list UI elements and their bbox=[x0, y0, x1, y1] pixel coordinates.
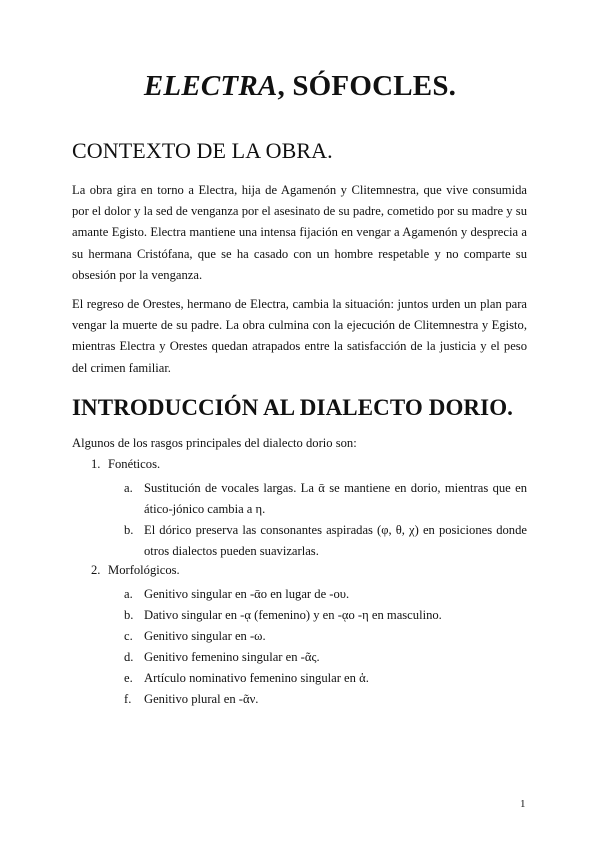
list-item bbox=[124, 626, 527, 647]
list-item bbox=[124, 647, 527, 668]
list-intro: Algunos de los rasgos principales del dialecto dorio son: bbox=[72, 436, 357, 450]
list-letter: b. bbox=[124, 523, 134, 537]
list-letter: a. bbox=[124, 481, 133, 495]
page-number: 1 bbox=[520, 798, 526, 810]
paragraph: La obra gira en torno a Electra, hija de Agamenón y Clitemnestra, que vive consumida por el dolor y la sed de venganza por el asesinato de su padre, cometido por su madre y su amante Egisto. Electra mantiene una intensa fijación en vengar a Agamenón y desprecia a su hermana Cristófana, que se ha casado con un hombre respetable y no comparte su obsesión por la venganza. bbox=[72, 183, 527, 282]
section-heading-context: CONTEXTO DE LA OBRA. bbox=[72, 138, 333, 163]
list-item-text: Genitivo femenino singular en -ᾶς. bbox=[144, 650, 320, 664]
list-group-morphological bbox=[91, 563, 180, 578]
document-title bbox=[0, 70, 600, 103]
list-number: 2. bbox=[91, 563, 101, 577]
list-item bbox=[124, 584, 527, 605]
list-group-label: Morfológicos. bbox=[108, 563, 180, 577]
list-letter: f. bbox=[124, 692, 132, 706]
list-item-text: Dativo singular en -ᾳ (femenino) y en -ᾳο -η en masculino. bbox=[144, 608, 442, 622]
list-item-text: Genitivo plural en -ᾶν. bbox=[144, 692, 259, 706]
list-letter: e. bbox=[124, 671, 133, 685]
title-author: , SÓFOCLES. bbox=[277, 70, 457, 102]
list-letter: d. bbox=[124, 650, 134, 664]
list-letter: b. bbox=[124, 608, 134, 622]
list-item bbox=[124, 478, 527, 520]
list-item-text: Artículo nominativo femenino singular en ἁ. bbox=[144, 671, 369, 685]
list-item bbox=[124, 520, 527, 562]
list-item-text: El dórico preserva las consonantes aspiradas (φ, θ, χ) en posiciones donde otros dialectos pueden suavizarlas. bbox=[144, 523, 527, 559]
section-heading-dialect: INTRODUCCIÓN AL DIALECTO DORIO. bbox=[72, 395, 514, 420]
list-item bbox=[124, 605, 527, 626]
list-item-text: Sustitución de vocales largas. La ᾱ se mantiene en dorio, mientras que en ático-jónico cambia a η. bbox=[144, 481, 527, 517]
list-group-phonetic bbox=[91, 457, 160, 472]
title-work: ELECTRA bbox=[143, 70, 278, 102]
list-letter: a. bbox=[124, 587, 133, 601]
list-item-text: Genitivo singular en -ᾱο en lugar de -ου. bbox=[144, 587, 350, 601]
list-number: 1. bbox=[91, 457, 101, 471]
list-item bbox=[124, 689, 527, 710]
list-letter: c. bbox=[124, 629, 133, 643]
list-group-label: Fonéticos. bbox=[108, 457, 161, 471]
list-item-text: Genitivo singular en -ω. bbox=[144, 629, 266, 643]
list-item bbox=[124, 668, 527, 689]
paragraph: El regreso de Orestes, hermano de Electra, cambia la situación: juntos urden un plan para vengar la muerte de su padre. La obra culmina con la ejecución de Clitemnestra y Egisto, mientras Electra y Orestes quedan atrapados entre la satisfacción de la justicia y el peso del crimen familiar. bbox=[72, 297, 527, 375]
